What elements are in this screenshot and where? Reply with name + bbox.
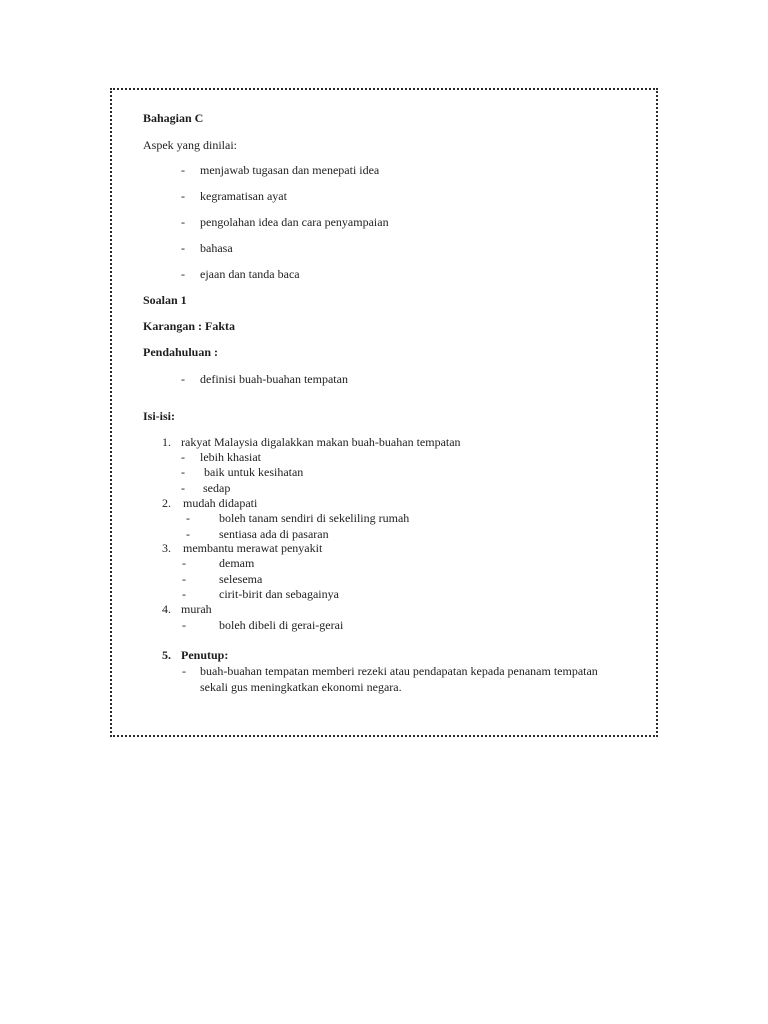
point-number: 1. xyxy=(162,435,171,449)
intro-point xyxy=(0,372,768,387)
bullet-dash: - xyxy=(181,372,185,386)
closing-heading-row xyxy=(0,648,768,663)
essay-type-row xyxy=(0,319,768,334)
closing-text-line: buah-buahan tempatan memberi rezeki atau pendapatan kepada penanam tempatan xyxy=(200,664,598,678)
sub-point-text: selesema xyxy=(219,572,263,586)
bullet-dash: - xyxy=(186,511,190,525)
aspect-item xyxy=(0,215,768,230)
point-text: mudah didapati xyxy=(183,496,258,510)
closing-number: 5. xyxy=(162,648,171,662)
body-point xyxy=(0,496,768,511)
bullet-dash: - xyxy=(181,163,185,177)
point-text: rakyat Malaysia digalakkan makan buah-buahan tempatan xyxy=(181,435,461,449)
aspects-heading: Aspek yang dinilai: xyxy=(143,138,237,152)
sub-point xyxy=(0,572,768,587)
bullet-dash: - xyxy=(182,664,186,678)
intro-point-text: definisi buah-buahan tempatan xyxy=(200,372,348,386)
point-number: 3. xyxy=(162,541,171,555)
bullet-dash: - xyxy=(181,189,185,203)
bullet-dash: - xyxy=(181,481,185,495)
sub-point-text: demam xyxy=(219,556,255,570)
sub-point xyxy=(0,587,768,602)
aspect-text: pengolahan idea dan cara penyampaian xyxy=(200,215,389,229)
intro-heading-row xyxy=(0,345,768,360)
body-heading: Isi-isi: xyxy=(143,409,176,423)
sub-point-text: boleh dibeli di gerai-gerai xyxy=(219,618,344,632)
aspect-text: kegramatisan ayat xyxy=(200,189,287,203)
aspect-text: menjawab tugasan dan menepati idea xyxy=(200,163,380,177)
sub-point xyxy=(0,618,768,633)
sub-point-text: sedap xyxy=(203,481,231,495)
sub-point xyxy=(0,465,768,480)
body-heading-row xyxy=(0,409,768,424)
bullet-dash: - xyxy=(181,267,185,281)
sub-point-text: sentiasa ada di pasaran xyxy=(219,527,329,541)
body-point xyxy=(0,435,768,450)
closing-point-line xyxy=(0,680,768,695)
sub-point xyxy=(0,511,768,526)
aspect-text: ejaan dan tanda baca xyxy=(200,267,300,281)
sub-point-text: boleh tanam sendiri di sekeliling rumah xyxy=(219,511,410,525)
closing-point-line xyxy=(0,664,768,679)
bullet-dash: - xyxy=(182,587,186,601)
bullet-dash: - xyxy=(181,465,185,479)
bullet-dash: - xyxy=(182,556,186,570)
aspect-item xyxy=(0,163,768,178)
sub-point xyxy=(0,556,768,571)
closing-heading: Penutup: xyxy=(181,648,229,662)
sub-point-text: lebih khasiat xyxy=(200,450,261,464)
point-number: 2. xyxy=(162,496,171,510)
sub-point-text: cirit-birit dan sebagainya xyxy=(219,587,339,601)
bullet-dash: - xyxy=(181,450,185,464)
bullet-dash: - xyxy=(186,527,190,541)
sub-point xyxy=(0,450,768,465)
bullet-dash: - xyxy=(182,618,186,632)
intro-heading: Pendahuluan : xyxy=(143,345,219,359)
body-point xyxy=(0,541,768,556)
bullet-dash: - xyxy=(181,215,185,229)
sub-point-text: baik untuk kesihatan xyxy=(204,465,304,479)
question-row xyxy=(0,293,768,308)
aspect-item xyxy=(0,267,768,282)
body-point xyxy=(0,602,768,617)
sub-point xyxy=(0,527,768,542)
aspects-heading-row xyxy=(0,138,768,153)
sub-point xyxy=(0,481,768,496)
section-title-row xyxy=(0,111,768,126)
bullet-dash: - xyxy=(182,572,186,586)
point-text: murah xyxy=(181,602,212,616)
section-title: Bahagian C xyxy=(143,111,204,125)
bullet-dash: - xyxy=(181,241,185,255)
essay-type: Karangan : Fakta xyxy=(143,319,236,333)
aspect-item xyxy=(0,241,768,256)
question-title: Soalan 1 xyxy=(143,293,187,307)
aspect-text: bahasa xyxy=(200,241,233,255)
aspect-item xyxy=(0,189,768,204)
point-text: membantu merawat penyakit xyxy=(183,541,323,555)
point-number: 4. xyxy=(162,602,171,616)
closing-text-line: sekali gus meningkatkan ekonomi negara. xyxy=(200,680,402,694)
